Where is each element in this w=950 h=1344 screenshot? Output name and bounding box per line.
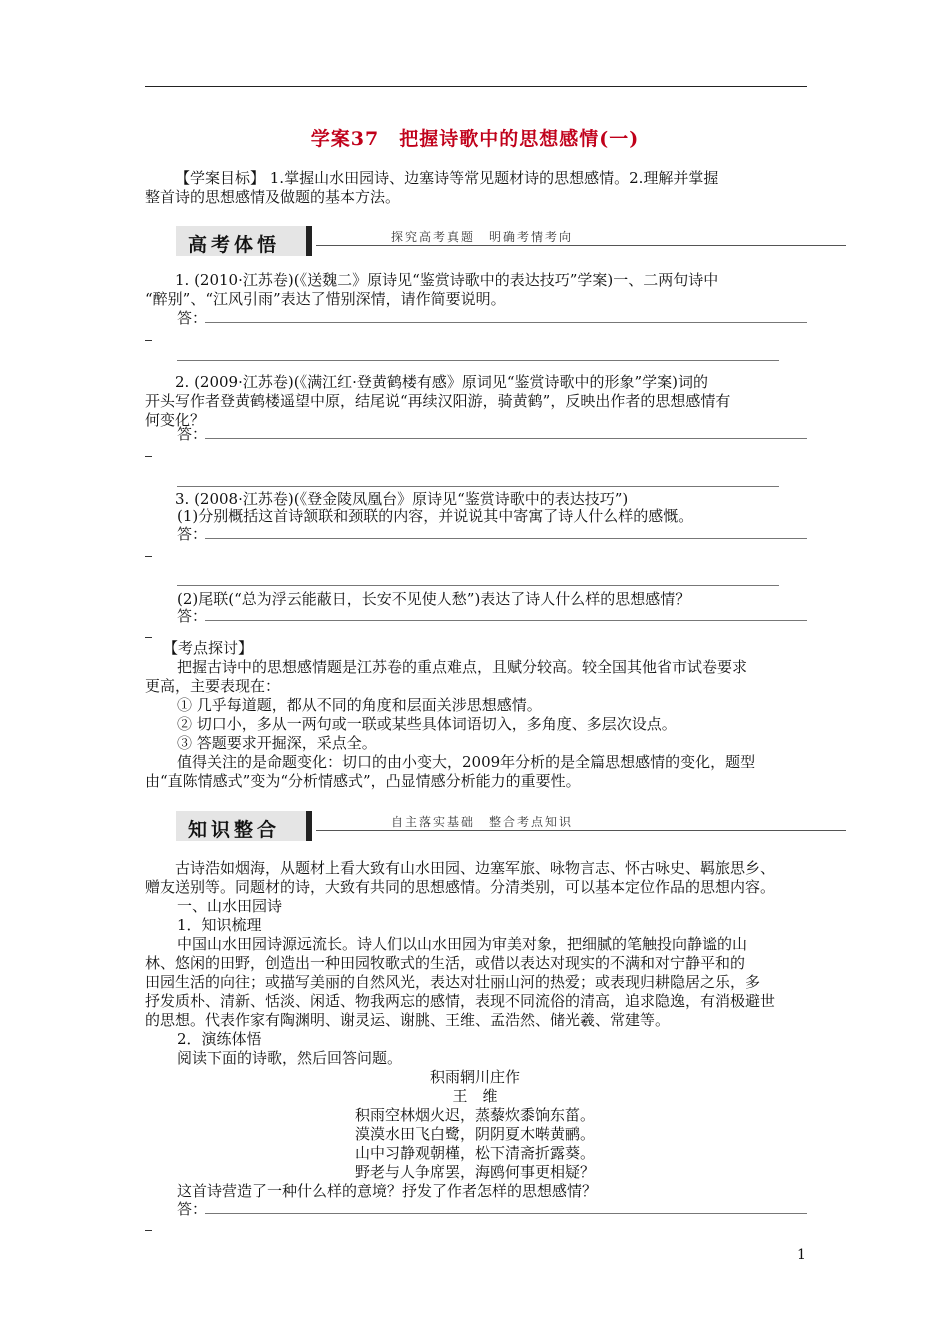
banner-gaokao-title: 高考体悟 [188, 234, 281, 256]
zhishi-p2-line-1: 中国山水田园诗源远流长。诗人们以山水田园为审美对象，把细腻的笔触投向静谧的山 [177, 935, 748, 953]
poem-title: 积雨辋川庄作 [429, 1068, 520, 1086]
page-number: 1 [797, 1247, 806, 1263]
q2-line-2: 开头写作者登黄鹤楼遥望中原，结尾说“再续汉阳游，骑黄鹤”，反映出作者的思想感情有 [145, 392, 731, 410]
kaodian-line-5: ③ 答题要求开掘深，采点全。 [177, 734, 377, 752]
zhishi-p2-line-4: 抒发质朴、清新、恬淡、闲适、物我两忘的感情，表现不同流俗的清高，追求隐逸，有消极避世 [145, 992, 776, 1010]
kaodian-line-6: 值得关注的是命题变化：切口的由小变大，2009年分析的是全篇思想感情的变化，题型 [177, 753, 756, 771]
top-rule [145, 86, 807, 87]
q3-answer-dash-2 [145, 637, 152, 638]
q2-answer-label: 答： [177, 425, 208, 443]
poem-line: 野老与人争席罢，海鸥何事更相疑？ [354, 1163, 595, 1181]
q3-sub-2: (2)尾联(“总为浮云能蔽日，长安不见使人愁”)表达了诗人什么样的思想感情？ [177, 590, 691, 608]
final-answer-line[interactable] [205, 1213, 807, 1214]
q1-answer-label: 答： [177, 309, 208, 327]
section-heading-1: 一、山水田园诗 [177, 897, 283, 915]
q2-answer-line[interactable] [205, 438, 807, 439]
kaodian-line-7: 由“直陈情感式”变为“分析情感式”，凸显情感分析能力的重要性。 [145, 772, 581, 790]
instruction: 阅读下面的诗歌，然后回答问题。 [177, 1049, 403, 1067]
banner-zhishi-title: 知识整合 [188, 819, 281, 841]
q1-answer-dash [145, 340, 152, 341]
q2-line-1: 2. (2009·江苏卷)(《满江红·登黄鹤楼有感》原词见“鉴赏诗歌中的形象”学案)词的 [175, 373, 709, 391]
banner-zhishi [176, 811, 846, 841]
zhishi-p1-line-2: 赠友送别等。同题材的诗，大致有共同的思想感情。分清类别，可以基本定位作品的思想内容。 [145, 878, 776, 896]
poem-line: 山中习静观朝槿，松下清斋折露葵。 [354, 1144, 595, 1162]
kaodian-line-1: 把握古诗中的思想感情题是江苏卷的重点难点，且赋分较高。较全国其他省市试卷要求 [177, 658, 748, 676]
q1-line-1: 1. (2010·江苏卷)(《送魏二》原诗见“鉴赏诗歌中的表达技巧”学案)一、二两句诗中 [175, 271, 719, 289]
kaodian-line-2: 更高，主要表现在： [145, 677, 281, 695]
q1-line-2: “醉别”、“江风引雨”表达了惜别深情，请作简要说明。 [145, 290, 506, 308]
banner-gaokao-subtitle: 探究高考真题 明确考情考向 [391, 230, 574, 244]
page-title: 学案37 把握诗歌中的思想感情(一) [310, 128, 640, 150]
kaodian-line-4: ② 切口小，多从一两句或一联或某些具体词语切入，多角度、多层次设点。 [177, 715, 677, 733]
q3-answer-line-1[interactable] [205, 538, 807, 539]
objective-line-1: 【学案目标】 1.掌握山水田园诗、边塞诗等常见题材诗的思想感情。2.理解并掌握 [175, 169, 719, 187]
poem-line: 积雨空林烟火迟，蒸藜炊黍饷东菑。 [354, 1106, 595, 1124]
q3-answer-label-2: 答： [177, 607, 208, 625]
banner-zhishi-subtitle: 自主落实基础 整合考点知识 [391, 815, 574, 829]
final-question: 这首诗营造了一种什么样的意境？抒发了作者怎样的思想感情？ [177, 1182, 598, 1200]
q2-answer-line-2[interactable] [177, 486, 779, 487]
kaodian-heading: 【考点探讨】 [163, 639, 254, 657]
zhishi-p2-line-5: 的思想。代表作家有陶渊明、谢灵运、谢朓、王维、孟浩然、储光羲、常建等。 [145, 1011, 671, 1029]
poem-line: 漠漠水田飞白鹭，阴阴夏木啭黄鹂。 [354, 1125, 595, 1143]
q3-answer-line-1b[interactable] [177, 585, 779, 586]
q3-answer-label-1: 答： [177, 525, 208, 543]
q3-answer-line-2[interactable] [205, 620, 807, 621]
q1-answer-line[interactable] [205, 322, 807, 323]
q3-sub-1: (1)分别概括这首诗颔联和颈联的内容，并说说其中寄寓了诗人什么样的感慨。 [177, 507, 694, 525]
kaodian-line-3: ① 几乎每道题，都从不同的角度和层面关涉思想感情。 [177, 696, 542, 714]
objective-line-2: 整首诗的思想感情及做题的基本方法。 [145, 188, 401, 206]
q2-answer-dash [145, 456, 152, 457]
final-answer-label: 答： [177, 1200, 208, 1218]
final-answer-dash [145, 1230, 152, 1231]
zhishi-p2-line-3: 田园生活的向往；或描写美丽的自然风光，表达对壮丽山河的热爱；或表现归耕隐居之乐，多 [145, 973, 761, 991]
banner-gaokao [176, 226, 846, 256]
section-heading-1-2: 2．演练体悟 [177, 1030, 262, 1048]
q1-answer-line-2[interactable] [177, 360, 779, 361]
zhishi-p2-line-2: 林、悠闲的田野，创造出一种田园牧歌式的生活，或借以表达对现实的不满和对宁静平和的 [145, 954, 746, 972]
q3-line-1: 3. (2008·江苏卷)(《登金陵凤凰台》原诗见“鉴赏诗歌中的表达技巧”) [175, 490, 629, 508]
poem-author: 王 维 [452, 1087, 498, 1105]
section-heading-1-1: 1．知识梳理 [177, 916, 262, 934]
zhishi-p1-line-1: 古诗浩如烟海，从题材上看大致有山水田园、边塞军旅、咏物言志、怀古咏史、羁旅思乡、 [175, 859, 776, 877]
q3-answer-dash-1 [145, 556, 152, 557]
q2-line-3: 何变化？ [145, 411, 206, 429]
